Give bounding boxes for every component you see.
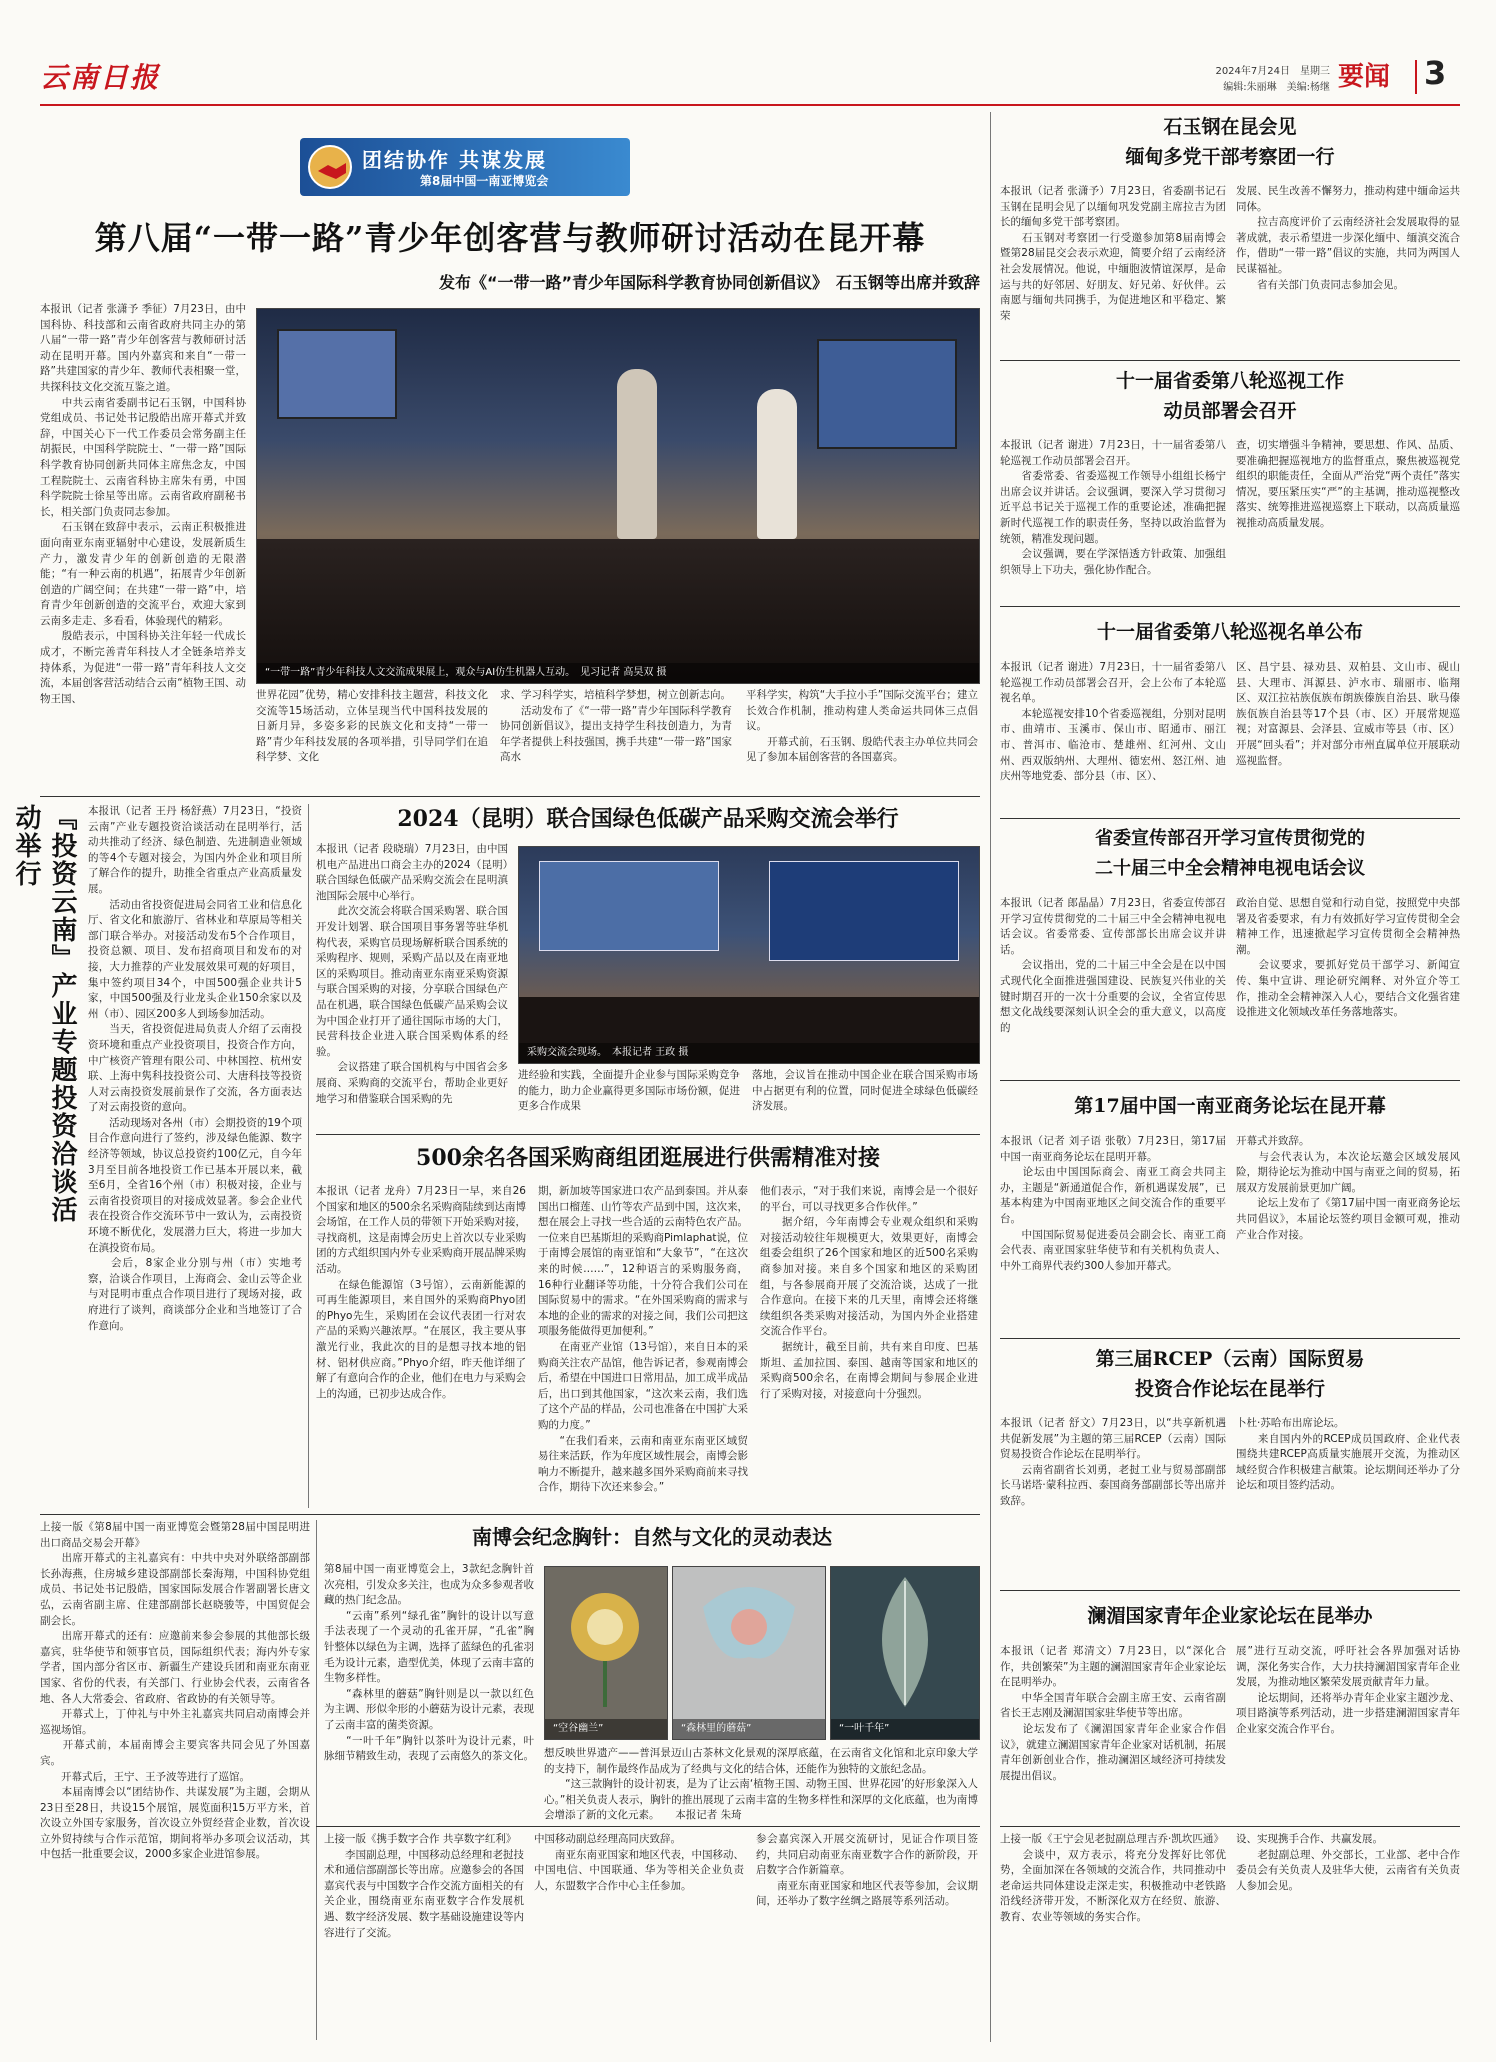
pin-caption-3: “一叶千年” bbox=[831, 1719, 979, 1739]
buyers-column-2: 期，新加坡等国家进口农产品到泰国。并从泰国出口榴莲、山竹等农产品到中国，这次来，想在展会上寻找一些合适的云南特色农产品。一位来自巴基斯坦的采购商Pimlaphat说，位于南博会展馆的南亚馆和“大象节”，“在这次来的时候……”，12种语言的采购服务商，16种行业翻译等功能，十分符合我们公司在国际贸易中的需求。“在外国采购商的需求与本地的企业的需求的对接之间，我们公司把这项服务能做得更加便利。” 在南亚产业馆（13号馆），来自日本的采购商关注农产品馆，他告诉记者，参观南博会后，希望在中国进口日常用品，加工成半成品后，出口到其他国家，“这次来云南，我们选了这个产品的样品，公司也准备在中国扩大采购的力度。” “在我们看来，云南和南亚东南亚区域贸易往来活跃，作为年度区域性展会，南博会影响力不断提升，越来越多国外采购商前来寻找合作，期待下次还来参会。” bbox=[538, 1185, 748, 1494]
r1-rule bbox=[1000, 360, 1460, 361]
expo-banner bbox=[300, 138, 630, 196]
pins-under: 想反映世界遗产——普洱景迈山古茶林文化景观的深厚底蕴，在云南省文化馆和北京印象大学的支持下，制作最终作品成为了经典与文化的结合体，还能作为独特的文旅纪念品。 “这三款胸针的设计初衷，是为了让云南‘植物王国、动物王国、世界花园’的好形象深入人心。”相关负责人表示，胸针的推出展现了云南丰富的生物多样性和深厚的文化底蕴，也为南博会增添了新的文化元素。 本报记者 朱琦 bbox=[544, 1747, 978, 1822]
r6-rule bbox=[1000, 1590, 1460, 1591]
right-column-rule bbox=[990, 112, 991, 2042]
green-headline: 2024（昆明）联合国绿色低碳产品采购交流会举行 bbox=[397, 806, 899, 832]
r7-rule bbox=[1000, 1826, 1460, 1827]
green-under-2: 落地，会议旨在推动中国企业在联合国采购市场中占据更有利的位置，同时促进全球绿色低碳经济发展。 bbox=[752, 1069, 978, 1113]
r2-col-b: 查，切实增强斗争精神，要思想、作风、品质、要准确把握巡视地方的监督重点，聚焦被巡视党组织的职能责任，全面从严治党“两个责任”落实情况，要压紧压实“严”的主基调，推动巡视整改落实、统筹推进巡视巡察上下联动，以高质量巡视推动高质量发展。 bbox=[1236, 439, 1460, 529]
r4-col-b: 政治自觉、思想自觉和行动自觉，按照党中央部署及省委要求，有力有效抓好学习宣传贯彻全会精神工作，迅速掀起学习宣传贯彻全会精神热潮。 会议要求，要抓好党员干部学习、新闻宣传、集中宣讲、理论研究阐释、对外宣介等工作，推动全会精神深入人心，要结合文化强省建设推进文化领域改革任务落地落实。 bbox=[1236, 897, 1460, 1019]
green-under-1: 进经验和实践，全面提升企业参与国际采购竞争的能力，助力企业赢得更多国际市场份额，促进更多合作成果 bbox=[518, 1069, 740, 1113]
meeting-continuation-2: 设、实现携手合作、共赢发展。 老挝副总理、外交部长，工业部、老中合作委员会有关负责人及驻华大使，云南省有关负责人参加会见。 bbox=[1236, 1833, 1460, 1892]
r1-col-b: 发展、民生改善不懈努力，推动构建中缅命运共同体。 拉吉高度评价了云南经济社会发展取得的显著成就，表示希望进一步深化缅中、缅滇交流合作，借助“一带一路”倡议的实施，共同为两国人民谋福祉。 省有关部门负责同志参加会见。 bbox=[1236, 185, 1460, 291]
r4-rule bbox=[1000, 1080, 1460, 1081]
green-photo-caption: 采购交流会现场。 本报记者 王政 摄 bbox=[519, 1043, 979, 1063]
lead-headline: 第八届“一带一路”青少年创客营与教师研讨活动在昆开幕 bbox=[94, 219, 926, 257]
banner-subtitle: 第8届中国一南亚博览会 bbox=[420, 174, 549, 188]
r3-rule bbox=[1000, 818, 1460, 819]
pins-column-1: 第8届中国一南亚博览会上，3款纪念胸针首次亮相，引发众多关注，也成为众多参观者收藏的热门纪念品。 “云南”系列“绿孔雀”胸针的设计以写意手法表现了一个灵动的孔雀开屏，“孔雀”胸针整体以绿色为主调，选择了蓝绿色的孔雀羽毛为设计元素，造型优美，体现了云南丰富的生物多样性。 “森林里的蘑菇”胸针则是以一款以红色为主调、形似伞形的小蘑菇为设计元素，表现了云南丰富的菌类资源。 “一叶千年”胸针以茶叶为设计元素，叶脉细节精致生动，表现了云南悠久的茶文化。 bbox=[324, 1563, 534, 1763]
r7-col-b: 展”进行互动交流，呼吁社会各界加强对话协调，深化务实合作，大力扶持澜湄国家青年企业发展，为推动地区繁荣发展贡献青年力量。 论坛期间，还将举办青年企业家主题沙龙、项目路演等系列活动，进一步搭建澜湄国家青年企业家交流合作平台。 bbox=[1236, 1645, 1460, 1735]
display-screen-right bbox=[817, 339, 957, 449]
pins-headline: 南博会纪念胸针：自然与文化的灵动表达 bbox=[472, 1525, 832, 1549]
r1-col-a: 本报讯（记者 张潇予）7月23日，省委副书记石玉钢在昆明会见了以缅甸巩发党副主席拉吉为团长的缅甸多党干部考察团。 石玉钢对考察团一行受邀参加第8届南博会暨第28届昆交会表示欢迎，简要介绍了云南经济社会发展情况。他说，中缅胞波情谊深厚，是命运与共的好邻居、好朋友、好兄弟、好伙伴。云南愿与缅甸共同携手，为促进地区和平稳定、繁荣 bbox=[1000, 185, 1226, 322]
banner-title: 团结协作 共谋发展 bbox=[362, 148, 547, 172]
conference-screen bbox=[539, 861, 719, 951]
green-column-1: 本报讯（记者 段晓瑞）7月23日，由中国机电产品进出口商会主办的2024（昆明）联合国绿色低碳产品采购交流会在昆明滇池国际会展中心举行。 此次交流会将联合国采购署、联合国开发计划署、联合国项目事务署等驻华机构代表，采购官员现场解析联合国系统的采购程序、规则，采购产品以及在南亚地区的采购项目。推动南亚东南亚采购资源与联合国采购的对接，分享联合国绿色产品在机遇，联合国绿色低碳产品采购会议为中国企业打开了通往国际市场的大门，民营科技企业进入联合国采购体系的经验。 会议搭建了联合国机构与中国省会多展商、采购商的交流平台，帮助企业更好地学习和借鉴联合国采购的先 bbox=[316, 843, 508, 1105]
r3-col-a: 本报讯（记者 谢进）7月23日，十一届省委第八轮巡视工作动员部署会召开，会上公布了本轮巡视名单。 本轮巡视安排10个省委巡视组，分别对昆明市、曲靖市、玉溪市、保山市、昭通市、丽江市、普洱市、临沧市、楚雄州、红河州、文山州、西双版纳州、大理州、德宏州、怒江州、迪庆州等地党委、部分县（市、区）、 bbox=[1000, 661, 1226, 783]
pin-caption-2: “森林里的蘑菇” bbox=[673, 1719, 825, 1739]
r6-headline: 第三届RCEP（云南）国际贸易 投资合作论坛在昆举行 bbox=[1095, 1348, 1365, 1400]
tech-continuation-3: 参会嘉宾深入开展交流研讨，见证合作项目签约，共同启动南亚东南亚数字合作的新阶段，开启数字合作新篇章。 南亚东南亚国家和地区代表等参加，会议期间，还举办了数字丝绸之路展等系列活动。 bbox=[756, 1833, 978, 1908]
lead-photo-caption: “一带一路”青少年科技人文交流成果展上，观众与AI仿生机器人互动。 见习记者 高昊双 摄 bbox=[257, 663, 979, 683]
lead-under-photo-3: 平科学实，构筑“大手拉小手”国际交流平台；建立长效合作机制，推动构建人类命运共同体三点倡议。 开幕式前，石玉钢、殷皓代表主办单位共同会见了参加本届创客营的各国嘉宾。 bbox=[746, 689, 978, 764]
handshake-icon bbox=[308, 145, 352, 189]
orchid-pin-icon bbox=[545, 1567, 667, 1717]
r3-headline: 十一届省委第八轮巡视名单公布 bbox=[1096, 621, 1363, 643]
invest-column-rule bbox=[308, 804, 309, 1508]
r4-col-a: 本报讯（记者 郎晶晶）7月23日，省委宣传部召开学习宣传贯彻党的二十届三中全会精神电视电话会议。省委常委、宣传部部长出席会议并讲话。 会议指出，党的二十届三中全会是在以中国式现代化全面推进强国建设、民族复兴伟业的关键时期召开的一次十分重要的会议，全省宣传思想文化战线要深刻认识全会的重大意义，以高度的 bbox=[1000, 897, 1226, 1034]
crowd-silhouette bbox=[257, 539, 979, 683]
invest-vertical-title: 『投资云南』产业专题投资洽谈活动举行 bbox=[11, 804, 77, 1224]
meeting-continuation-1: 上接一版《王宁会见老挝副总理吉乔·凯坎匹通》 会谈中，双方表示，将充分发挥好比邻优势，全面加深在各领域的交流合作，共同推动中老命运共同体建设走深走实，积极推动中老铁路沿线经济带开发，不断深化双方在经贸、旅游、教育、农业等领域的务实合作。 bbox=[1000, 1833, 1226, 1923]
buyers-column-1: 本报讯（记者 龙舟）7月23日一早，来自26个国家和地区的500余名采购商陆续到达南博会场馆，在工作人员的带领下开始采购对接，寻找商机，这是南博会历史上首次以专业采购团的方式组织国内外专业采购商开展品牌采购活动。 在绿色能源馆（3号馆），云南新能源的可再生能源项目，来自国外的采购商Phyo团的Phyo先生，采购团在会议代表团一行对农产品的采购兴趣浓厚。“在展区，我主要从事激光行业，我此次的目的是想寻找本地的铝材、铝材供应商。”Phyo介绍，昨天他详细了解了有意向合作的企业，他们在电力与采购会上的沟通，已初步达成合作。 bbox=[316, 1185, 526, 1400]
lead-subhead: 发布《“一带一路”青少年国际科学教育协同创新倡议》 石玉钢等出席并致辞 bbox=[438, 273, 980, 292]
r6-col-a: 本报讯（记者 舒文）7月23日，以“共享新机遇 共促新发展”为主题的第三届RCEP（云南）国际贸易投资合作论坛在昆明举行。 云南省副省长刘勇，老挝工业与贸易部副部长马诺塔·蒙科拉西、泰国商务部副部长等出席并致辞。 bbox=[1000, 1417, 1226, 1507]
r4-headline: 省委宣传部召开学习宣传贯彻党的 二十届三中全会精神电视电话会议 bbox=[1095, 828, 1365, 879]
r5-rule bbox=[1000, 1338, 1460, 1339]
conference-screen-2 bbox=[769, 861, 959, 961]
invest-body: 本报讯（记者 王丹 杨舒燕）7月23日，“投资云南”产业专题投资洽谈活动在昆明举行，活动共推动了经济、绿色制造、先进制造业领域的等4个专题对接会，为国内外企业和项目所了解合作的提升，助推全省重点产业高质量发展。 活动由省投资促进局会同省工业和信息化厅、省文化和旅游厅、省林业和草原局等相关部门联合举办。对接活动发布5个合作项目，投资总额、项目、发布招商项目和发布的对接，大力推荐的产业发展效果可观的好项目，集中签约项目34个，中国500强企业共计5家，中国500强及行业龙头企业150余家以及州（市）、园区200多人到场参加活动。 当天，省投资促进局负责人介绍了云南投资环境和重点产业投资项目，投资合作方向，中广核资产管理有限公司、中林国控、杭州安联、上海中隽科技投资公司、大唐科技等投资人对云南投资发展前景作了交流，各方面表达了对云南投资的意向。 活动现场对各州（市）会期投资的19个项目合作意向进行了签约，涉及绿色能源、数字经济等领域，协议总投资约100亿元，自今年3月至目前各地投资工作已基本开展以来，截至6月，全省16个州（市）积极对接，企业与云南省投资项目的对接成效显著。参会企业代表在投资合作交流环节中一致认为，云南投资环境不断优化，发展潜力巨大，将进一步加大在滇投资布局。 会后，8家企业分别与州（市）实地考察，洽谈合作项目，上海商会、金山云等企业与对昆明市重点合作项目进行了现场对接，政府进行了谈判，商谈部分企业和当地签订了合作意向。 bbox=[88, 805, 302, 1332]
pin-photo-leaf bbox=[830, 1566, 980, 1740]
masthead-editors: 编辑:朱丽琳 美编:杨继 bbox=[1223, 82, 1330, 93]
r7-col-a: 本报讯（记者 郑清文）7月23日，以“深化合作，共创繁荣”为主题的澜湄国家青年企业家论坛在昆明举办。 中华全国青年联合会副主席王安、云南省副省长王志刚及澜湄国家驻华使节等出席。 论坛发布了《澜湄国家青年企业家合作倡议》，就建立澜湄国家青年企业家对话机制，拓展青年创新创业合作，推动澜湄区域经济可持续发展提出倡议。 bbox=[1000, 1645, 1226, 1782]
r7-headline: 澜湄国家青年企业家论坛在昆举办 bbox=[1087, 1605, 1373, 1627]
pins-bottom-rule bbox=[316, 1826, 980, 1827]
pin-photo-orchid bbox=[544, 1566, 668, 1740]
buyers-headline: 500余名各国采购商组团逛展进行供需精准对接 bbox=[416, 1145, 880, 1171]
section-title: 要闻 bbox=[1338, 62, 1391, 92]
pin-photo-mushroom bbox=[672, 1566, 826, 1740]
r5-headline: 第17届中国一南亚商务论坛在昆开幕 bbox=[1074, 1095, 1386, 1117]
lead-column-1: 本报讯（记者 张潇予 季征）7月23日，由中国科协、科技部和云南省政府共同主办的第八届“一带一路”青少年创客营与教师研讨活动在昆明开幕。国内外嘉宾和来自“一带一路”共建国家的青少年、教师代表相聚一堂，共探科技文化交流互鉴之道。 中共云南省委副书记石玉钢，中国科协党组成员、书记处书记殷皓出席开幕式并致辞，中国关心下一代工作委员会常务副主任胡振民，中国科学院院士、“一带一路”国际科学教育协同创新共同体主席焦念友，中国工程院院士、云南省科协主席朱有勇，中国科学院院士徐星等出席。云南省政府副秘书长，相关部门负责同志参加。 石玉钢在致辞中表示，云南正积极推进面向南亚东南亚辐射中心建设，发展新质生产力，激发青少年的创新创造的无限潜能；“有一种云南的机遇”，拓展青少年创新创造的广阔空间；在共建“一带一路”中，培育青少年创新创造的交流平台，欢迎大家到云南多走走、多看看，体验现代的精彩。 殷皓表示，中国科协关注年轻一代成长成才，不断完善青年科技人才全链条培养支持体系，为促进“一带一路”青年科技人文交流，本届创客营活动结合云南“植物王国、动物王国、 bbox=[40, 303, 246, 705]
lead-under-photo-1: 世界花园”优势，精心安排科技主题营，科技文化交流等15场活动，立体呈现当代中国科技发展的日新月异，多姿多彩的民族文化和支持“一带一路”青少年科技发展的各项举措，引导同学们在追科学梦、文化 bbox=[256, 689, 488, 764]
section-divider bbox=[1415, 60, 1417, 94]
r2-col-a: 本报讯（记者 谢进）7月23日，十一届省委第八轮巡视工作动员部署会召开。 省委常委、省委巡视工作领导小组组长杨宁出席会议并讲话。会议强调，要深入学习贯彻习近平总书记关于巡视工作的重要论述，准确把握新时代巡视工作的职责任务，坚持以政治监督为统领，精准发现问题。 会议强调，要在学深悟透方针政策、加强组织领导上下功夫，强化协作配合。 bbox=[1000, 439, 1226, 576]
mushroom-pin-icon bbox=[673, 1567, 825, 1717]
masthead-rule bbox=[40, 104, 1460, 106]
lead-under-photo-2: 求、学习科学实，培植科学梦想，树立创新志向。 活动发布了《“一带一路”青少年国际科学教育协同创新倡议》，提出支持学生科技创造力，为青年学者提供上科技强国，携手共建“一带一路”国家高水 bbox=[500, 689, 732, 764]
r1-headline: 石玉钢在昆会见 缅甸多党干部考察团一行 bbox=[1125, 116, 1335, 168]
left-bottom-rule bbox=[316, 1520, 317, 2040]
r3-col-b: 区、昌宁县、禄劝县、双柏县、文山市、砚山县、大理市、洱源县、泸水市、瑞丽市、临翔区、双江拉祜族佤族布朗族傣族自治县、耿马傣族佤族自治县等17个县（市、区）开展常规巡视；对富源县、会泽县、宣威市等县（市、区）开展“回头看”；并对部分市州直属单位开展联动巡视监督。 bbox=[1236, 661, 1460, 767]
lead-photo bbox=[256, 308, 980, 684]
masthead-logo: 云南日报 bbox=[40, 61, 161, 94]
robot-figure bbox=[617, 369, 657, 539]
green-bottom-rule bbox=[316, 1134, 980, 1135]
tech-continuation-1: 上接一版《携手数字合作 共享数字红利》 李国副总理，中国移动总经理和老挝技术和通信部副部长等出席。应邀参会的各国嘉宾代表与中国数字合作交流方面相关的有关企业，围绕南亚东南亚数字合作发展机遇、数字经济发展、数字基础设施建设等内容进行了交流。 bbox=[324, 1833, 524, 1939]
masthead-date: 2024年7月24日 星期三 bbox=[1215, 66, 1330, 77]
opening-continuation: 上接一版《第8届中国一南亚博览会暨第28届中国昆明进出口商品交易会开幕》 出席开幕式的主礼嘉宾有：中共中央对外联络部副部长孙海燕，住房城乡建设部副部长秦海翔，中国科协党组成员、书记处书记殷皓，国家国际发展合作署副署长唐文弘，云南省副主席、住建部副部长赵晓骏等，中国贸促会副会长。 出席开幕式的还有：应邀前来参会参展的其他部长级嘉宾，驻华使节和领事官员，国际组织代表；海内外专家学者，国内部分省区市、新疆生产建设兵团和南亚东南亚国家、省份的代表，有关部门、行业协会代表，云南省各地、各人大常委会、省政府、省政协的有关领导等。 开幕式上，丁仲礼与中外主礼嘉宾共同启动南博会并巡视场馆。 开幕式前，本届南博会主要宾客共同会见了外国嘉宾。 开幕式后，王宁、王予波等进行了巡馆。 本届南博会以“团结协作、共谋发展”为主题，会期从23日至28日，共设15个展馆，展览面积15万平方米，首次设立外国专家服务，首次设立外贸经营企业数，首次设立外贸持续与合作示范馆，期间将举办多项会议活动，其中包括一批重要会议，2000多家企业进馆参展。 bbox=[40, 1521, 310, 1861]
r6-col-b: 卜杜·苏哈布出席论坛。 来自国内外的RCEP成员国政府、企业代表围绕共建RCEP高质量实施展开交流，为推动区域经贸合作积极建言献策。论坛期间还举办了分论坛和项目签约活动。 bbox=[1236, 1417, 1460, 1492]
page-number: 3 bbox=[1424, 54, 1447, 92]
r2-headline: 十一届省委第八轮巡视工作 动员部署会召开 bbox=[1115, 370, 1344, 422]
r5-col-b: 开幕式并致辞。 与会代表认为，本次论坛邀会区域发展风险，期待论坛为推动中国与南亚之间的贸易，拓展双方发展前景更加广阔。 论坛上发布了《第17届中国一南亚商务论坛共同倡议》，本届论坛签约项目金额可观，推动产业合作对接。 bbox=[1236, 1135, 1460, 1241]
pin-caption-1: “空谷幽兰” bbox=[545, 1719, 667, 1739]
display-screen-left bbox=[277, 329, 397, 419]
r2-rule bbox=[1000, 606, 1460, 607]
green-photo bbox=[518, 846, 980, 1064]
mid-rule bbox=[40, 1514, 980, 1515]
leaf-pin-icon bbox=[831, 1567, 979, 1717]
lead-bottom-rule bbox=[40, 796, 980, 797]
tech-continuation-2: 中国移动副总经理高同庆致辞。 南亚东南亚国家和地区代表，中国移动、中国电信、中国联通、华为等相关企业负责人，东盟数字合作中心主任参加。 bbox=[534, 1833, 744, 1892]
robot-figure-2 bbox=[757, 389, 797, 539]
buyers-column-3: 他们表示，“对于我们来说，南博会是一个很好的平台，可以寻找更多合作伙伴。” 据介绍，今年南博会专业观众组织和采购对接活动较往年规模更大，效果更好，南博会组委会组织了26个国家和地区的近500名采购商参加对接。来自多个国家和地区的采购团组，与各参展商开展了交流洽谈，达成了一批合作意向。在接下来的几天里，南博会还将继续组织各类采购对接活动，为国内外企业搭建交流合作平台。 据统计，截至目前，共有来自印度、巴基斯坦、孟加拉国、泰国、越南等国家和地区的采购商500余名，在南博会期间与参展企业进行了采购对接，对接意向十分强烈。 bbox=[760, 1185, 978, 1400]
r5-col-a: 本报讯（记者 刘子语 张敬）7月23日，第17届中国一南亚商务论坛在昆明开幕。 论坛由中国国际商会、南亚工商会共同主办，主题是“新通道促合作，新机遇谋发展”，已基本构建为中国南亚地区之间交流合作的重要平台。 中国国际贸易促进委员会副会长、南亚工商会代表、南亚国家驻华使节和有关机构负责人、中外工商界代表约300人参加开幕式。 bbox=[1000, 1135, 1226, 1272]
